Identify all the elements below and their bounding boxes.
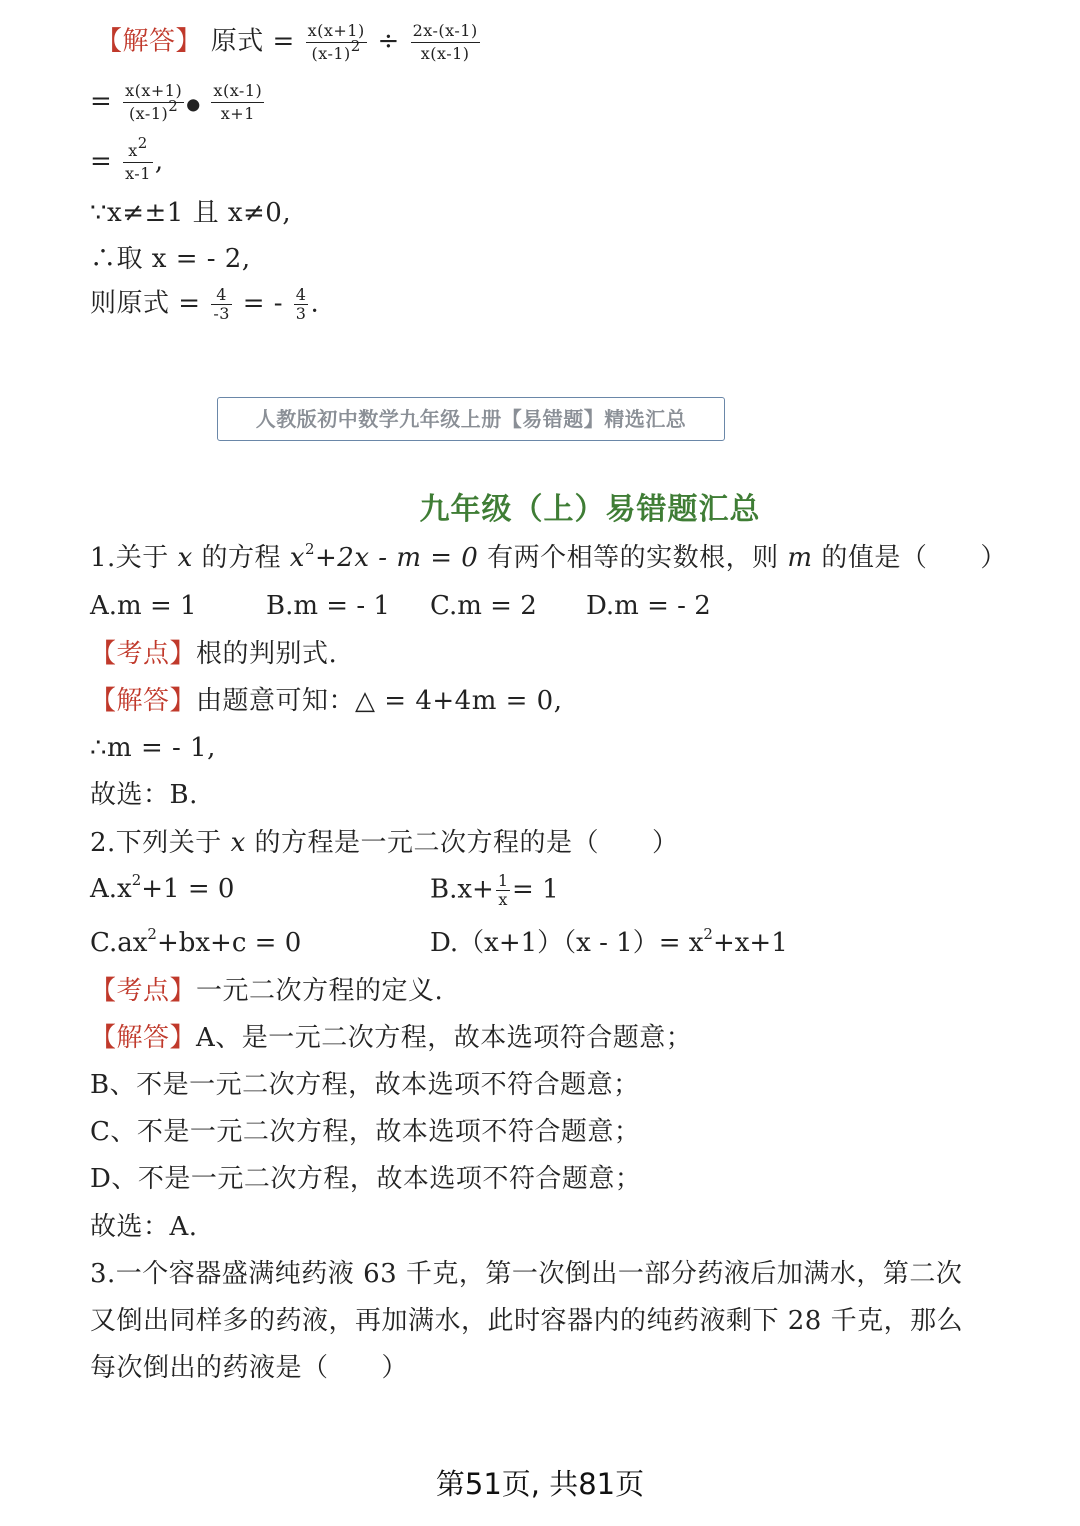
- q1-step: ∴m = - 1,: [90, 733, 216, 763]
- denominator: -3: [213, 304, 230, 323]
- denominator: $(x-1)^2$: [128, 96, 179, 123]
- fraction: [123, 80, 184, 125]
- numerator: 2x-(x-1): [411, 20, 480, 43]
- q1-answer: 故选：B.: [90, 780, 198, 810]
- numerator: x(x-1): [211, 80, 264, 103]
- kaodian-tag: 【考点】: [90, 639, 197, 669]
- kaodian-tag: 【考点】: [90, 976, 197, 1006]
- solution-line-2: [90, 80, 266, 125]
- section-title: 九年级（上）易错题汇总: [419, 492, 761, 527]
- fraction: [211, 80, 264, 125]
- fraction: [211, 286, 232, 323]
- q2-option-d: $D.(x+1)(x - 1)= x^2+x+1$: [430, 925, 788, 958]
- denominator: $(x-1)^2$: [311, 36, 361, 63]
- solution-line-3: [90, 133, 164, 185]
- denominator: x-1: [125, 164, 151, 183]
- solution-line-6: [90, 286, 319, 323]
- q1-option-a: A.m = 1: [90, 591, 197, 621]
- solution-line-4: ∵x≠±1 且 x≠0,: [90, 198, 292, 228]
- multiply-dot: ●: [186, 94, 201, 114]
- expr-prefix: 原式 =: [210, 26, 295, 57]
- denominator: x+1: [220, 104, 255, 123]
- q1-option-c: C.m = 2: [430, 591, 537, 621]
- fraction: [306, 20, 367, 65]
- numerator: 4: [211, 286, 232, 305]
- q2-line-d: D、不是一元二次方程，故本选项不符合题意；: [90, 1164, 642, 1194]
- fraction: $\frac{1}{x}$: [497, 871, 509, 909]
- collection-banner: 人教版初中数学九年级上册【易错题】精选汇总: [217, 397, 725, 441]
- comma: ,: [154, 146, 164, 177]
- q2-option-a: $A.x^2+1 = 0$: [90, 871, 235, 904]
- q1-stem: 1.关于 x 的方程 $x^2+2x - m = 0$ 有两个相等的实数根，则 m 的值是（ ）: [90, 540, 1007, 573]
- q3-line-3: 每次倒出的药液是（ ）: [90, 1353, 409, 1383]
- numerator: 4: [295, 285, 307, 304]
- denominator: 3: [295, 304, 307, 323]
- q2-option-c: $C.ax^2+bx+c = 0$: [90, 925, 302, 958]
- q2-kaodian: 【考点】一元二次方程的定义.: [90, 976, 444, 1006]
- q1-jieda: 【解答】由题意可知：△ = 4+4m = 0,: [90, 686, 563, 716]
- q1-kaodian: 【考点】根的判别式.: [90, 639, 338, 669]
- numerator: x(x+1): [123, 80, 184, 103]
- expr-prefix: 则原式 =: [90, 288, 201, 319]
- solution-line-5: ∴取 x = - 2,: [90, 244, 251, 274]
- fraction: [294, 286, 309, 323]
- equals-sign: =: [90, 146, 113, 177]
- q3-line-2: 又倒出同样多的药液，再加满水，此时容器内的纯药液剩下 28 千克，那么: [90, 1306, 964, 1336]
- q2-stem: 2.下列关于 x 的方程是一元二次方程的是（ ）: [90, 828, 679, 858]
- denominator: x(x-1): [420, 44, 470, 63]
- q2-answer: 故选：A.: [90, 1212, 198, 1242]
- q3-line-1: 3.一个容器盛满纯药液 63 千克，第一次倒出一部分药液后加满水，第二次: [90, 1259, 963, 1289]
- q2-line-b: B、不是一元二次方程，故本选项不符合题意；: [90, 1070, 640, 1100]
- numerator: $x^2$: [123, 140, 153, 163]
- divide-sign: ÷: [377, 26, 400, 57]
- q2-option-b: B.x+ $\frac{1}{x}$ = 1: [430, 871, 559, 909]
- jieda-tag: 【解答】: [90, 1023, 197, 1053]
- q2-line-c: C、不是一元二次方程，故本选项不符合题意；: [90, 1117, 641, 1147]
- fraction: [411, 20, 480, 65]
- equals-sign: =: [90, 86, 113, 117]
- numerator: x(x+1): [306, 20, 367, 43]
- fraction: [123, 133, 153, 185]
- page-number-footer: 第51页, 共81页: [435, 1467, 645, 1501]
- jieda-tag: 【解答】: [90, 686, 197, 716]
- q1-option-d: D.m = - 2: [586, 591, 711, 621]
- expr-mid: = -: [242, 288, 284, 319]
- q1-option-b: B.m = - 1: [266, 591, 390, 621]
- jieda-tag: 【解答】: [96, 26, 203, 57]
- period: .: [310, 288, 320, 319]
- solution-line-1: [96, 20, 482, 65]
- q2-jieda: 【解答】A、是一元二次方程，故本选项符合题意；: [90, 1023, 693, 1053]
